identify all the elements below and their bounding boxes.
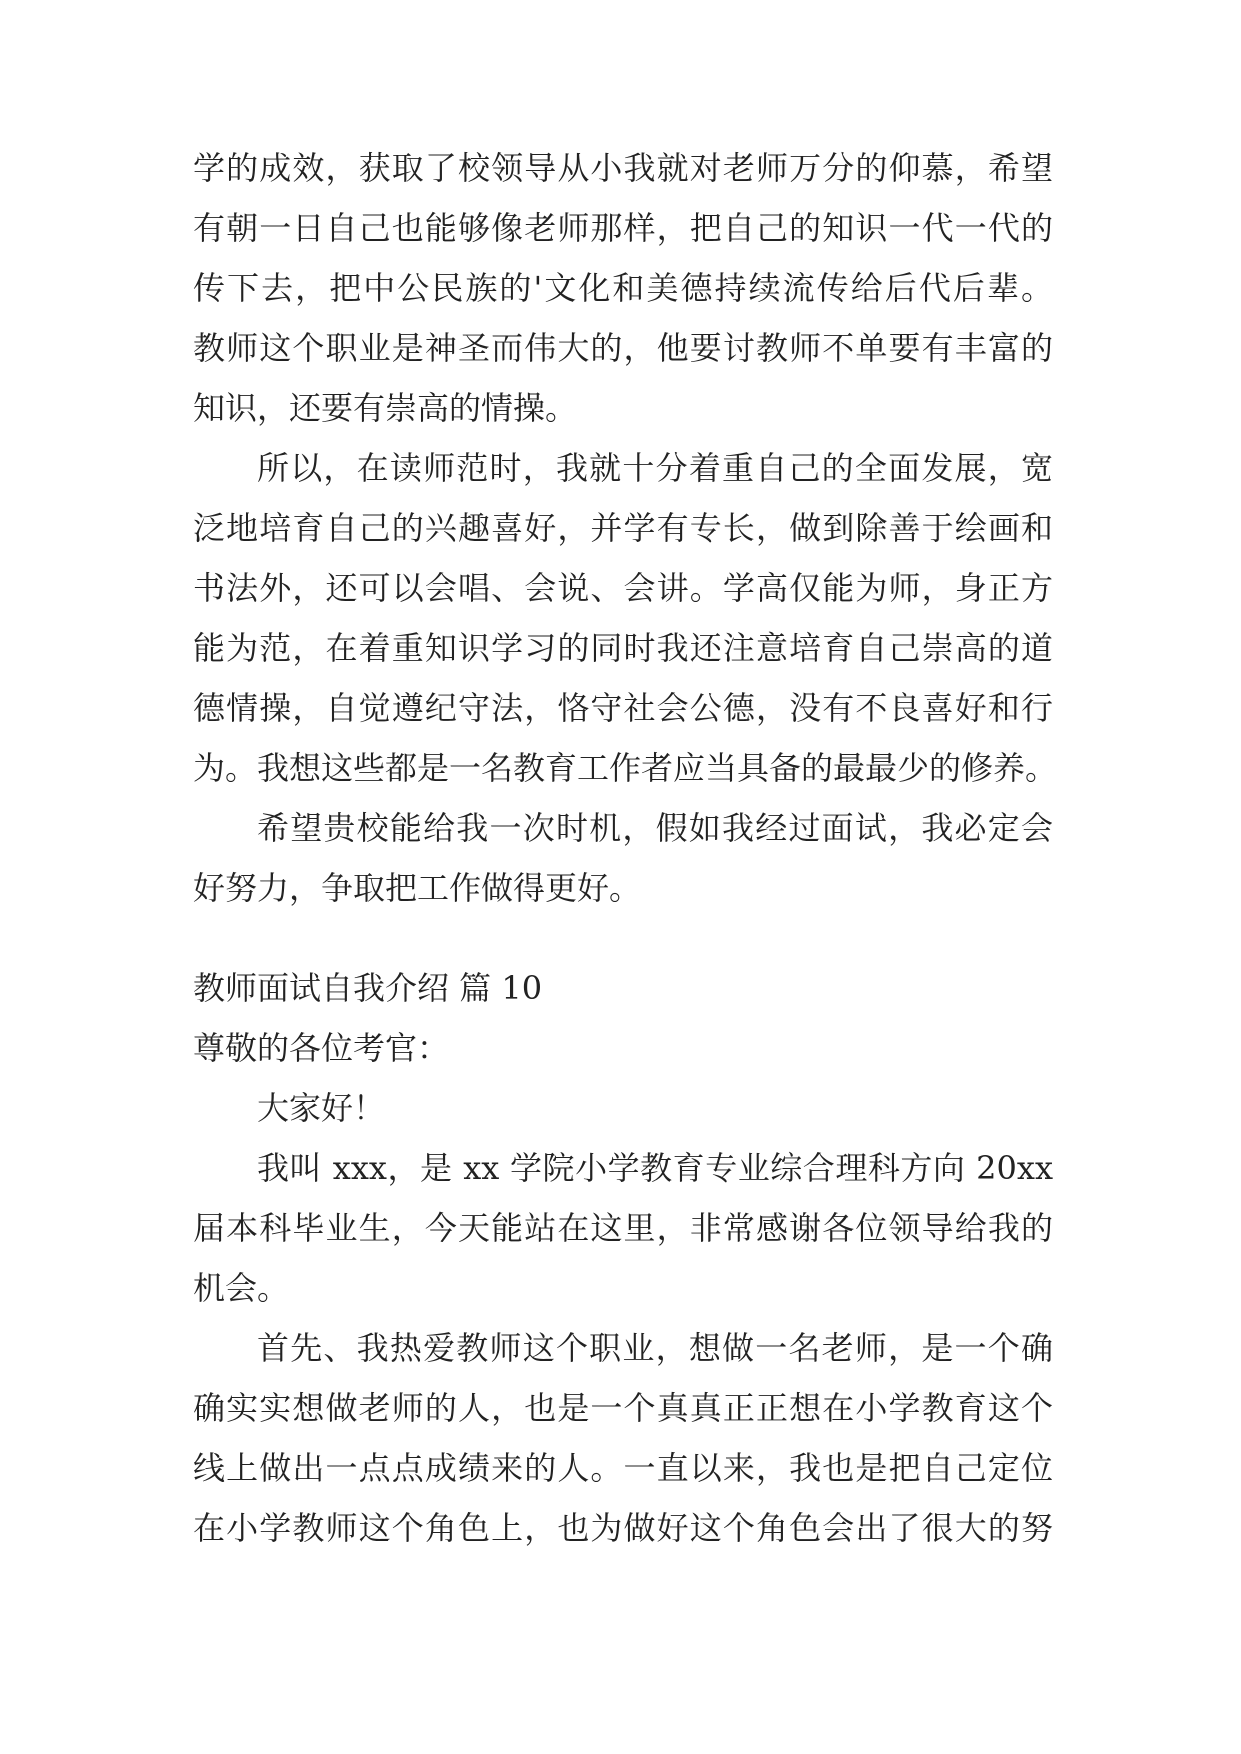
paragraph-line: 我叫 xxx，是 xx 学院小学教育专业综合理科方向 20xx xyxy=(257,1149,1053,1187)
paragraph-line: 泛地培育自己的兴趣喜好，并学有专长，做到除善于绘画和 xyxy=(193,509,1053,547)
paragraph-line: 好努力，争取把工作做得更好。 xyxy=(193,869,642,907)
paragraph-line: 书法外，还可以会唱、会说、会讲。学高仅能为师，身正方 xyxy=(193,569,1053,607)
paragraph-line: 确实实想做老师的人，也是一个真真正正想在小学教育这个 xyxy=(193,1389,1053,1427)
salutation: 尊敬的各位考官： xyxy=(193,1029,450,1067)
paragraph-line: 有朝一日自己也能够像老师那样，把自己的知识一代一代的 xyxy=(193,209,1053,247)
paragraph-line: 能为范，在着重知识学习的同时我还注意培育自己崇高的道 xyxy=(193,629,1053,667)
paragraph-line: 希望贵校能给我一次时机，假如我经过面试，我必定会 xyxy=(257,809,1053,847)
paragraph-line: 为。我想这些都是一名教育工作者应当具备的最最少的修养。 xyxy=(193,749,1058,787)
paragraph-line: 线上做出一点点成绩来的人。一直以来，我也是把自己定位 xyxy=(193,1449,1053,1487)
section-heading: 教师面试自我介绍 篇 10 xyxy=(193,969,543,1007)
paragraph-line: 届本科毕业生，今天能站在这里，非常感谢各位领导给我的 xyxy=(193,1209,1053,1247)
paragraph-line: 机会。 xyxy=(193,1269,290,1307)
paragraph-line: 所以，在读师范时，我就十分着重自己的全面发展，宽 xyxy=(257,449,1053,487)
paragraph-line: 学的成效，获取了校领导从小我就对老师万分的仰慕，希望 xyxy=(193,149,1053,187)
paragraph-line: 教师这个职业是神圣而伟大的，他要讨教师不单要有丰富的 xyxy=(193,329,1053,367)
paragraph-line: 在小学教师这个角色上，也为做好这个角色会出了很大的努 xyxy=(193,1509,1053,1547)
paragraph-line: 首先、我热爱教师这个职业，想做一名老师，是一个确 xyxy=(257,1329,1053,1367)
paragraph-line: 德情操，自觉遵纪守法，恪守社会公德，没有不良喜好和行 xyxy=(193,689,1053,727)
paragraph-line: 知识，还要有崇高的情操。 xyxy=(193,389,578,427)
paragraph-line: 传下去，把中公民族的'文化和美德持续流传给后代后辈。 xyxy=(193,269,1053,307)
greeting: 大家好！ xyxy=(257,1089,386,1127)
